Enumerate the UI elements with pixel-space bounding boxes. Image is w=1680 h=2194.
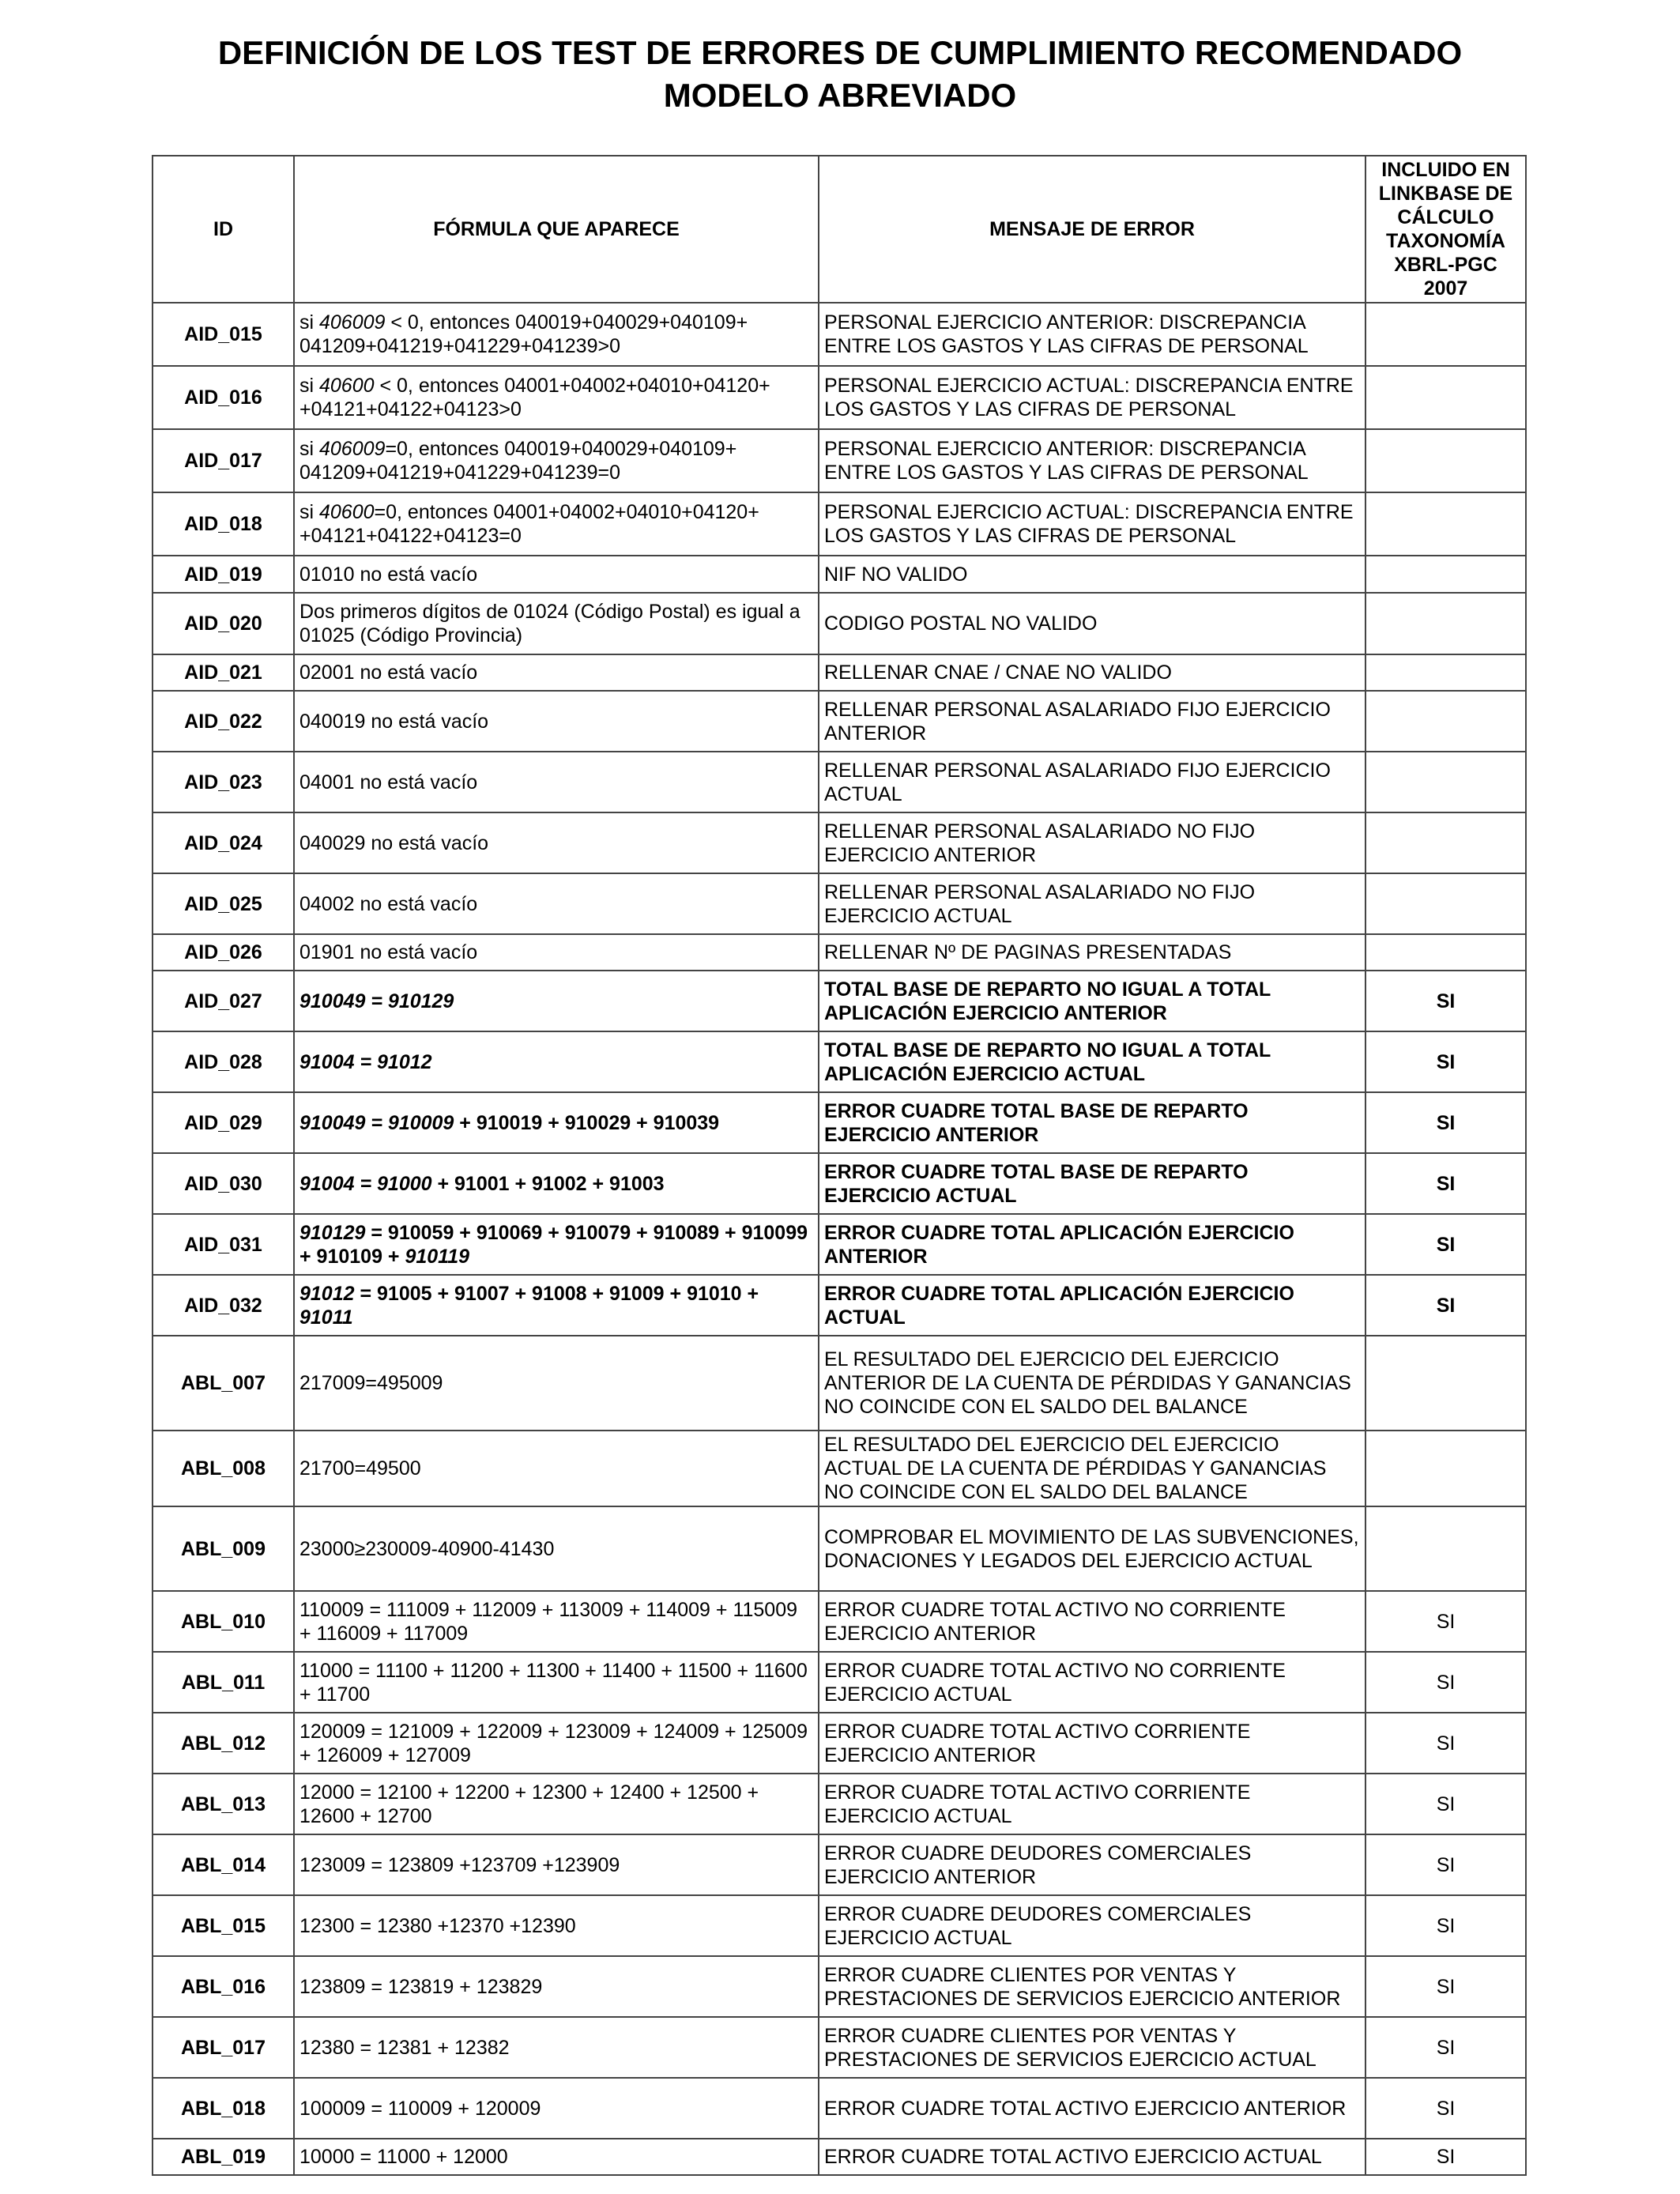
title-line-2: MODELO ABREVIADO — [663, 77, 1017, 114]
cell-incluido: SI — [1365, 1275, 1526, 1336]
cell-mensaje: RELLENAR PERSONAL ASALARIADO FIJO EJERCICIO ANTERIOR — [819, 691, 1365, 752]
header-formula: FÓRMULA QUE APARECE — [294, 156, 819, 303]
cell-incluido: SI — [1365, 1153, 1526, 1214]
cell-id: AID_025 — [153, 873, 294, 934]
cell-mensaje: ERROR CUADRE TOTAL ACTIVO EJERCICIO ACTUAL — [819, 2139, 1365, 2175]
cell-incluido: SI — [1365, 1214, 1526, 1275]
cell-mensaje: RELLENAR CNAE / CNAE NO VALIDO — [819, 654, 1365, 691]
cell-id: AID_031 — [153, 1214, 294, 1275]
cell-incluido — [1365, 556, 1526, 593]
cell-id: ABL_007 — [153, 1336, 294, 1431]
cell-incluido: SI — [1365, 1956, 1526, 2017]
cell-id: ABL_015 — [153, 1895, 294, 1956]
cell-formula: 12000 = 12100 + 12200 + 12300 + 12400 + 12500 + 12600 + 12700 — [294, 1774, 819, 1834]
cell-formula: 910049 = 910009 + 910019 + 910029 + 910039 — [294, 1092, 819, 1153]
table-row — [153, 1336, 1526, 1431]
cell-formula: 040019 no está vacío — [294, 691, 819, 752]
cell-formula: 120009 = 121009 + 122009 + 123009 + 124009 + 125009 + 126009 + 127009 — [294, 1713, 819, 1774]
table-row — [153, 1713, 1526, 1774]
cell-id: AID_026 — [153, 934, 294, 971]
cell-mensaje: EL RESULTADO DEL EJERCICIO DEL EJERCICIO ANTERIOR DE LA CUENTA DE PÉRDIDAS Y GANANCIAS NO COINCIDE CON EL SALDO DEL BALANCE — [819, 1336, 1365, 1431]
cell-mensaje: RELLENAR PERSONAL ASALARIADO FIJO EJERCICIO ACTUAL — [819, 752, 1365, 812]
cell-mensaje: PERSONAL EJERCICIO ANTERIOR: DISCREPANCIA ENTRE LOS GASTOS Y LAS CIFRAS DE PERSONAL — [819, 303, 1365, 366]
cell-id: ABL_010 — [153, 1591, 294, 1652]
cell-id: AID_027 — [153, 971, 294, 1031]
table-row — [153, 1275, 1526, 1336]
cell-id: AID_019 — [153, 556, 294, 593]
cell-incluido — [1365, 1506, 1526, 1591]
table-body — [153, 303, 1526, 2175]
table-row — [153, 2078, 1526, 2139]
cell-mensaje: RELLENAR Nº DE PAGINAS PRESENTADAS — [819, 934, 1365, 971]
cell-mensaje: ERROR CUADRE DEUDORES COMERCIALES EJERCICIO ANTERIOR — [819, 1834, 1365, 1895]
cell-incluido — [1365, 593, 1526, 654]
table-row — [153, 556, 1526, 593]
cell-formula: 11000 = 11100 + 11200 + 11300 + 11400 + 11500 + 11600 + 11700 — [294, 1652, 819, 1713]
cell-id: ABL_018 — [153, 2078, 294, 2139]
cell-incluido — [1365, 691, 1526, 752]
cell-mensaje: ERROR CUADRE TOTAL ACTIVO CORRIENTE EJERCICIO ANTERIOR — [819, 1713, 1365, 1774]
header-mensaje: MENSAJE DE ERROR — [819, 156, 1365, 303]
cell-formula: 910129 = 910059 + 910069 + 910079 + 910089 + 910099 + 910109 + 910119 — [294, 1214, 819, 1275]
cell-mensaje: COMPROBAR EL MOVIMIENTO DE LAS SUBVENCIONES, DONACIONES Y LEGADOS DEL EJERCICIO ACTUAL — [819, 1506, 1365, 1591]
cell-id: AID_016 — [153, 366, 294, 429]
table-row — [153, 366, 1526, 429]
cell-formula: si 40600 < 0, entonces 04001+04002+04010+04120+ +04121+04122+04123>0 — [294, 366, 819, 429]
cell-id: ABL_013 — [153, 1774, 294, 1834]
cell-mensaje: ERROR CUADRE TOTAL BASE DE REPARTO EJERCICIO ACTUAL — [819, 1153, 1365, 1214]
cell-incluido: SI — [1365, 1031, 1526, 1092]
cell-incluido: SI — [1365, 1652, 1526, 1713]
cell-incluido: SI — [1365, 2078, 1526, 2139]
cell-incluido: SI — [1365, 2017, 1526, 2078]
error-tests-table — [152, 155, 1527, 2176]
cell-id: AID_018 — [153, 492, 294, 556]
cell-mensaje: ERROR CUADRE TOTAL BASE DE REPARTO EJERCICIO ANTERIOR — [819, 1092, 1365, 1153]
cell-incluido: SI — [1365, 2139, 1526, 2175]
table-header-row — [153, 156, 1526, 303]
cell-incluido — [1365, 654, 1526, 691]
table-row — [153, 1834, 1526, 1895]
cell-id: ABL_014 — [153, 1834, 294, 1895]
cell-formula: 04002 no está vacío — [294, 873, 819, 934]
cell-formula: 123009 = 123809 +123709 +123909 — [294, 1834, 819, 1895]
table-row — [153, 303, 1526, 366]
cell-incluido — [1365, 366, 1526, 429]
table-row — [153, 1506, 1526, 1591]
cell-id: ABL_011 — [153, 1652, 294, 1713]
table-row — [153, 1774, 1526, 1834]
cell-incluido: SI — [1365, 1895, 1526, 1956]
table-row — [153, 593, 1526, 654]
cell-formula: 10000 = 11000 + 12000 — [294, 2139, 819, 2175]
table-row — [153, 492, 1526, 556]
cell-mensaje: ERROR CUADRE TOTAL ACTIVO NO CORRIENTE EJERCICIO ACTUAL — [819, 1652, 1365, 1713]
cell-formula: si 406009=0, entonces 040019+040029+040109+ 041209+041219+041229+041239=0 — [294, 429, 819, 492]
table-row — [153, 2017, 1526, 2078]
cell-incluido: SI — [1365, 1092, 1526, 1153]
table-row — [153, 1214, 1526, 1275]
cell-mensaje: TOTAL BASE DE REPARTO NO IGUAL A TOTAL APLICACIÓN EJERCICIO ANTERIOR — [819, 971, 1365, 1031]
cell-id: AID_017 — [153, 429, 294, 492]
cell-incluido — [1365, 1336, 1526, 1431]
cell-id: AID_024 — [153, 812, 294, 873]
cell-incluido — [1365, 812, 1526, 873]
cell-incluido: SI — [1365, 1834, 1526, 1895]
cell-mensaje: ERROR CUADRE TOTAL ACTIVO EJERCICIO ANTERIOR — [819, 2078, 1365, 2139]
table-row — [153, 934, 1526, 971]
cell-mensaje: ERROR CUADRE TOTAL ACTIVO CORRIENTE EJERCICIO ACTUAL — [819, 1774, 1365, 1834]
cell-id: AID_023 — [153, 752, 294, 812]
table-row — [153, 873, 1526, 934]
cell-incluido — [1365, 492, 1526, 556]
cell-id: AID_032 — [153, 1275, 294, 1336]
cell-incluido: SI — [1365, 1591, 1526, 1652]
cell-formula: si 406009 < 0, entonces 040019+040029+040109+ 041209+041219+041229+041239>0 — [294, 303, 819, 366]
cell-mensaje: ERROR CUADRE DEUDORES COMERCIALES EJERCICIO ACTUAL — [819, 1895, 1365, 1956]
table-row — [153, 1092, 1526, 1153]
cell-id: ABL_012 — [153, 1713, 294, 1774]
cell-id: AID_022 — [153, 691, 294, 752]
table-row — [153, 752, 1526, 812]
table-row — [153, 1031, 1526, 1092]
table-row — [153, 971, 1526, 1031]
cell-mensaje: PERSONAL EJERCICIO ANTERIOR: DISCREPANCIA ENTRE LOS GASTOS Y LAS CIFRAS DE PERSONAL — [819, 429, 1365, 492]
cell-formula: 01901 no está vacío — [294, 934, 819, 971]
table-row — [153, 1591, 1526, 1652]
cell-formula: 91004 = 91012 — [294, 1031, 819, 1092]
table-row — [153, 1431, 1526, 1506]
cell-formula: 217009=495009 — [294, 1336, 819, 1431]
table-row — [153, 1153, 1526, 1214]
cell-mensaje: TOTAL BASE DE REPARTO NO IGUAL A TOTAL APLICACIÓN EJERCICIO ACTUAL — [819, 1031, 1365, 1092]
cell-formula: si 40600=0, entonces 04001+04002+04010+04120+ +04121+04122+04123=0 — [294, 492, 819, 556]
cell-formula: 040029 no está vacío — [294, 812, 819, 873]
cell-id: AID_028 — [153, 1031, 294, 1092]
cell-formula: 110009 = 111009 + 112009 + 113009 + 114009 + 115009 + 116009 + 117009 — [294, 1591, 819, 1652]
cell-id: ABL_019 — [153, 2139, 294, 2175]
cell-incluido — [1365, 1431, 1526, 1506]
cell-formula: 02001 no está vacío — [294, 654, 819, 691]
cell-id: ABL_008 — [153, 1431, 294, 1506]
cell-incluido: SI — [1365, 1713, 1526, 1774]
header-id: ID — [153, 156, 294, 303]
cell-mensaje: ERROR CUADRE TOTAL APLICACIÓN EJERCICIO ACTUAL — [819, 1275, 1365, 1336]
cell-mensaje: ERROR CUADRE TOTAL ACTIVO NO CORRIENTE EJERCICIO ANTERIOR — [819, 1591, 1365, 1652]
cell-mensaje: CODIGO POSTAL NO VALIDO — [819, 593, 1365, 654]
table-row — [153, 1956, 1526, 2017]
cell-formula: 910049 = 910129 — [294, 971, 819, 1031]
cell-incluido — [1365, 752, 1526, 812]
cell-mensaje: NIF NO VALIDO — [819, 556, 1365, 593]
cell-mensaje: EL RESULTADO DEL EJERCICIO DEL EJERCICIO ACTUAL DE LA CUENTA DE PÉRDIDAS Y GANANCIAS NO COINCIDE CON EL SALDO DEL BALANCE — [819, 1431, 1365, 1506]
cell-incluido: SI — [1365, 1774, 1526, 1834]
cell-formula: 123809 = 123819 + 123829 — [294, 1956, 819, 2017]
cell-formula: 12380 = 12381 + 12382 — [294, 2017, 819, 2078]
cell-incluido — [1365, 303, 1526, 366]
table-row — [153, 429, 1526, 492]
cell-formula: 91012 = 91005 + 91007 + 91008 + 91009 + 91010 + 91011 — [294, 1275, 819, 1336]
table-row — [153, 691, 1526, 752]
table-row — [153, 1652, 1526, 1713]
cell-formula: 100009 = 110009 + 120009 — [294, 2078, 819, 2139]
cell-id: ABL_016 — [153, 1956, 294, 2017]
cell-mensaje: RELLENAR PERSONAL ASALARIADO NO FIJO EJERCICIO ACTUAL — [819, 873, 1365, 934]
cell-id: AID_021 — [153, 654, 294, 691]
cell-id: AID_029 — [153, 1092, 294, 1153]
table-row — [153, 654, 1526, 691]
cell-mensaje: ERROR CUADRE CLIENTES POR VENTAS Y PRESTACIONES DE SERVICIOS EJERCICIO ANTERIOR — [819, 1956, 1365, 2017]
cell-mensaje: ERROR CUADRE CLIENTES POR VENTAS Y PRESTACIONES DE SERVICIOS EJERCICIO ACTUAL — [819, 2017, 1365, 2078]
cell-mensaje: PERSONAL EJERCICIO ACTUAL: DISCREPANCIA ENTRE LOS GASTOS Y LAS CIFRAS DE PERSONAL — [819, 366, 1365, 429]
cell-mensaje: ERROR CUADRE TOTAL APLICACIÓN EJERCICIO ANTERIOR — [819, 1214, 1365, 1275]
cell-formula: Dos primeros dígitos de 01024 (Código Postal) es igual a 01025 (Código Provincia) — [294, 593, 819, 654]
cell-incluido — [1365, 934, 1526, 971]
cell-id: AID_020 — [153, 593, 294, 654]
title-line-1: DEFINICIÓN DE LOS TEST DE ERRORES DE CUMPLIMIENTO RECOMENDADO — [217, 34, 1463, 71]
cell-formula: 01010 no está vacío — [294, 556, 819, 593]
table-row — [153, 2139, 1526, 2175]
table-row — [153, 812, 1526, 873]
cell-formula: 04001 no está vacío — [294, 752, 819, 812]
table-row — [153, 1895, 1526, 1956]
cell-mensaje: RELLENAR PERSONAL ASALARIADO NO FIJO EJERCICIO ANTERIOR — [819, 812, 1365, 873]
header-incluido: INCLUIDO EN LINKBASE DE CÁLCULO TAXONOMÍA XBRL-PGC 2007 — [1365, 156, 1526, 303]
cell-incluido — [1365, 429, 1526, 492]
cell-id: ABL_009 — [153, 1506, 294, 1591]
cell-incluido: SI — [1365, 971, 1526, 1031]
cell-id: AID_015 — [153, 303, 294, 366]
cell-formula: 23000≥230009-40900-41430 — [294, 1506, 819, 1591]
cell-id: ABL_017 — [153, 2017, 294, 2078]
cell-incluido — [1365, 873, 1526, 934]
cell-mensaje: PERSONAL EJERCICIO ACTUAL: DISCREPANCIA ENTRE LOS GASTOS Y LAS CIFRAS DE PERSONAL — [819, 492, 1365, 556]
document-title — [0, 32, 1680, 117]
cell-formula: 12300 = 12380 +12370 +12390 — [294, 1895, 819, 1956]
cell-formula: 91004 = 91000 + 91001 + 91002 + 91003 — [294, 1153, 819, 1214]
cell-id: AID_030 — [153, 1153, 294, 1214]
cell-formula: 21700=49500 — [294, 1431, 819, 1506]
